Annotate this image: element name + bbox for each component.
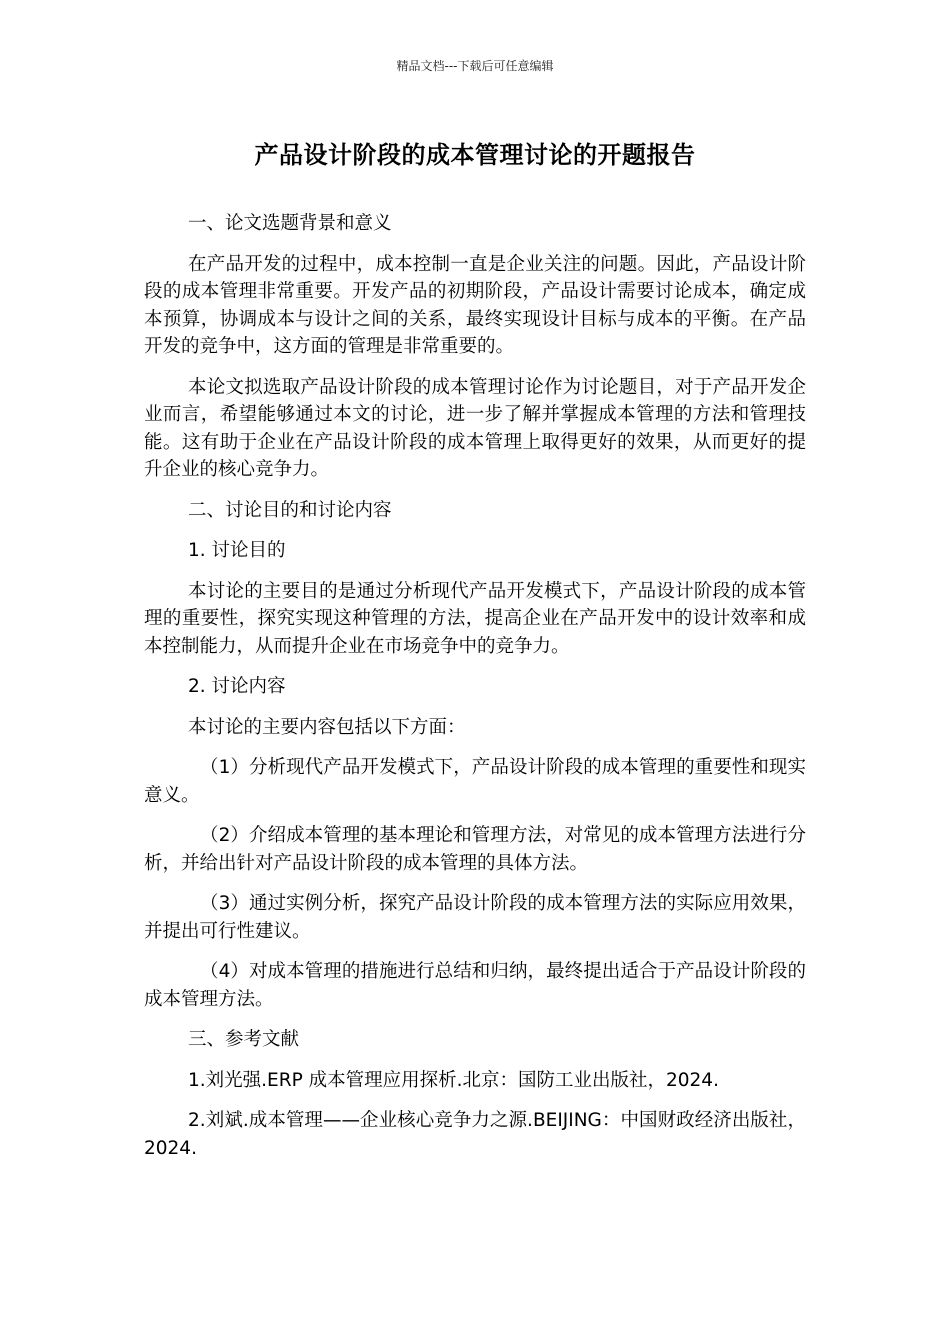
list-item-1: （1）分析现代产品开发模式下，产品设计阶段的成本管理的重要性和现实意义。 (144, 757, 806, 806)
paragraph-purpose: 本讨论的主要目的是通过分析现代产品开发模式下，产品设计阶段的成本管理的重要性，探究实现这种管理的方法，提高企业在产品开发中的设计效率和成本控制能力，从而提升企业在市场竞争中的竞争力。 (144, 580, 806, 657)
paragraph-background-2: 本论文拟选取产品设计阶段的成本管理讨论作为讨论题目，对于产品开发企业而言，希望能够通过本文的讨论，进一步了解并掌握成本管理的方法和管理技能。这有助于企业在产品设计阶段的成本管理上取得更好的效果，从而更好的提升企业的核心竞争力。 (144, 376, 806, 480)
subheading-purpose: 1. 讨论目的 (188, 540, 286, 561)
subheading-content: 2. 讨论内容 (188, 676, 286, 697)
document-title: 产品设计阶段的成本管理讨论的开题报告 (254, 141, 696, 169)
list-item-3: （3）通过实例分析，探究产品设计阶段的成本管理方法的实际应用效果，并提出可行性建议。 (144, 893, 806, 942)
section-heading-references: 三、参考文献 (188, 1029, 300, 1050)
list-item-2: （2）介绍成本管理的基本理论和管理方法，对常见的成本管理方法进行分析，并给出针对产品设计阶段的成本管理的具体方法。 (144, 825, 806, 874)
section-heading-background: 一、论文选题背景和意义 (188, 213, 392, 234)
page-header: 精品文档---下载后可任意编辑 (396, 59, 554, 73)
paragraph-background-1: 在产品开发的过程中，成本控制一直是企业关注的问题。因此，产品设计阶段的成本管理非常重要。开发产品的初期阶段，产品设计需要讨论成本，确定成本预算，协调成本与设计之间的关系，最终实现设计目标与成本的平衡。在产品开发的竞争中，这方面的管理是非常重要的。 (144, 253, 806, 357)
section-heading-purpose-content: 二、讨论目的和讨论内容 (188, 499, 392, 521)
paragraph-content-intro: 本讨论的主要内容包括以下方面： (188, 716, 466, 738)
document-body (144, 210, 806, 1175)
reference-2: 2.刘斌.成本管理——企业核心竞争力之源.BEIJING：中国财政经济出版社，2024. (144, 1110, 806, 1159)
list-item-4: （4）对成本管理的措施进行总结和归纳，最终提出适合于产品设计阶段的成本管理方法。 (144, 961, 806, 1010)
reference-1: 1.刘光强.ERP 成本管理应用探析.北京：国防工业出版社，2024. (188, 1069, 719, 1091)
